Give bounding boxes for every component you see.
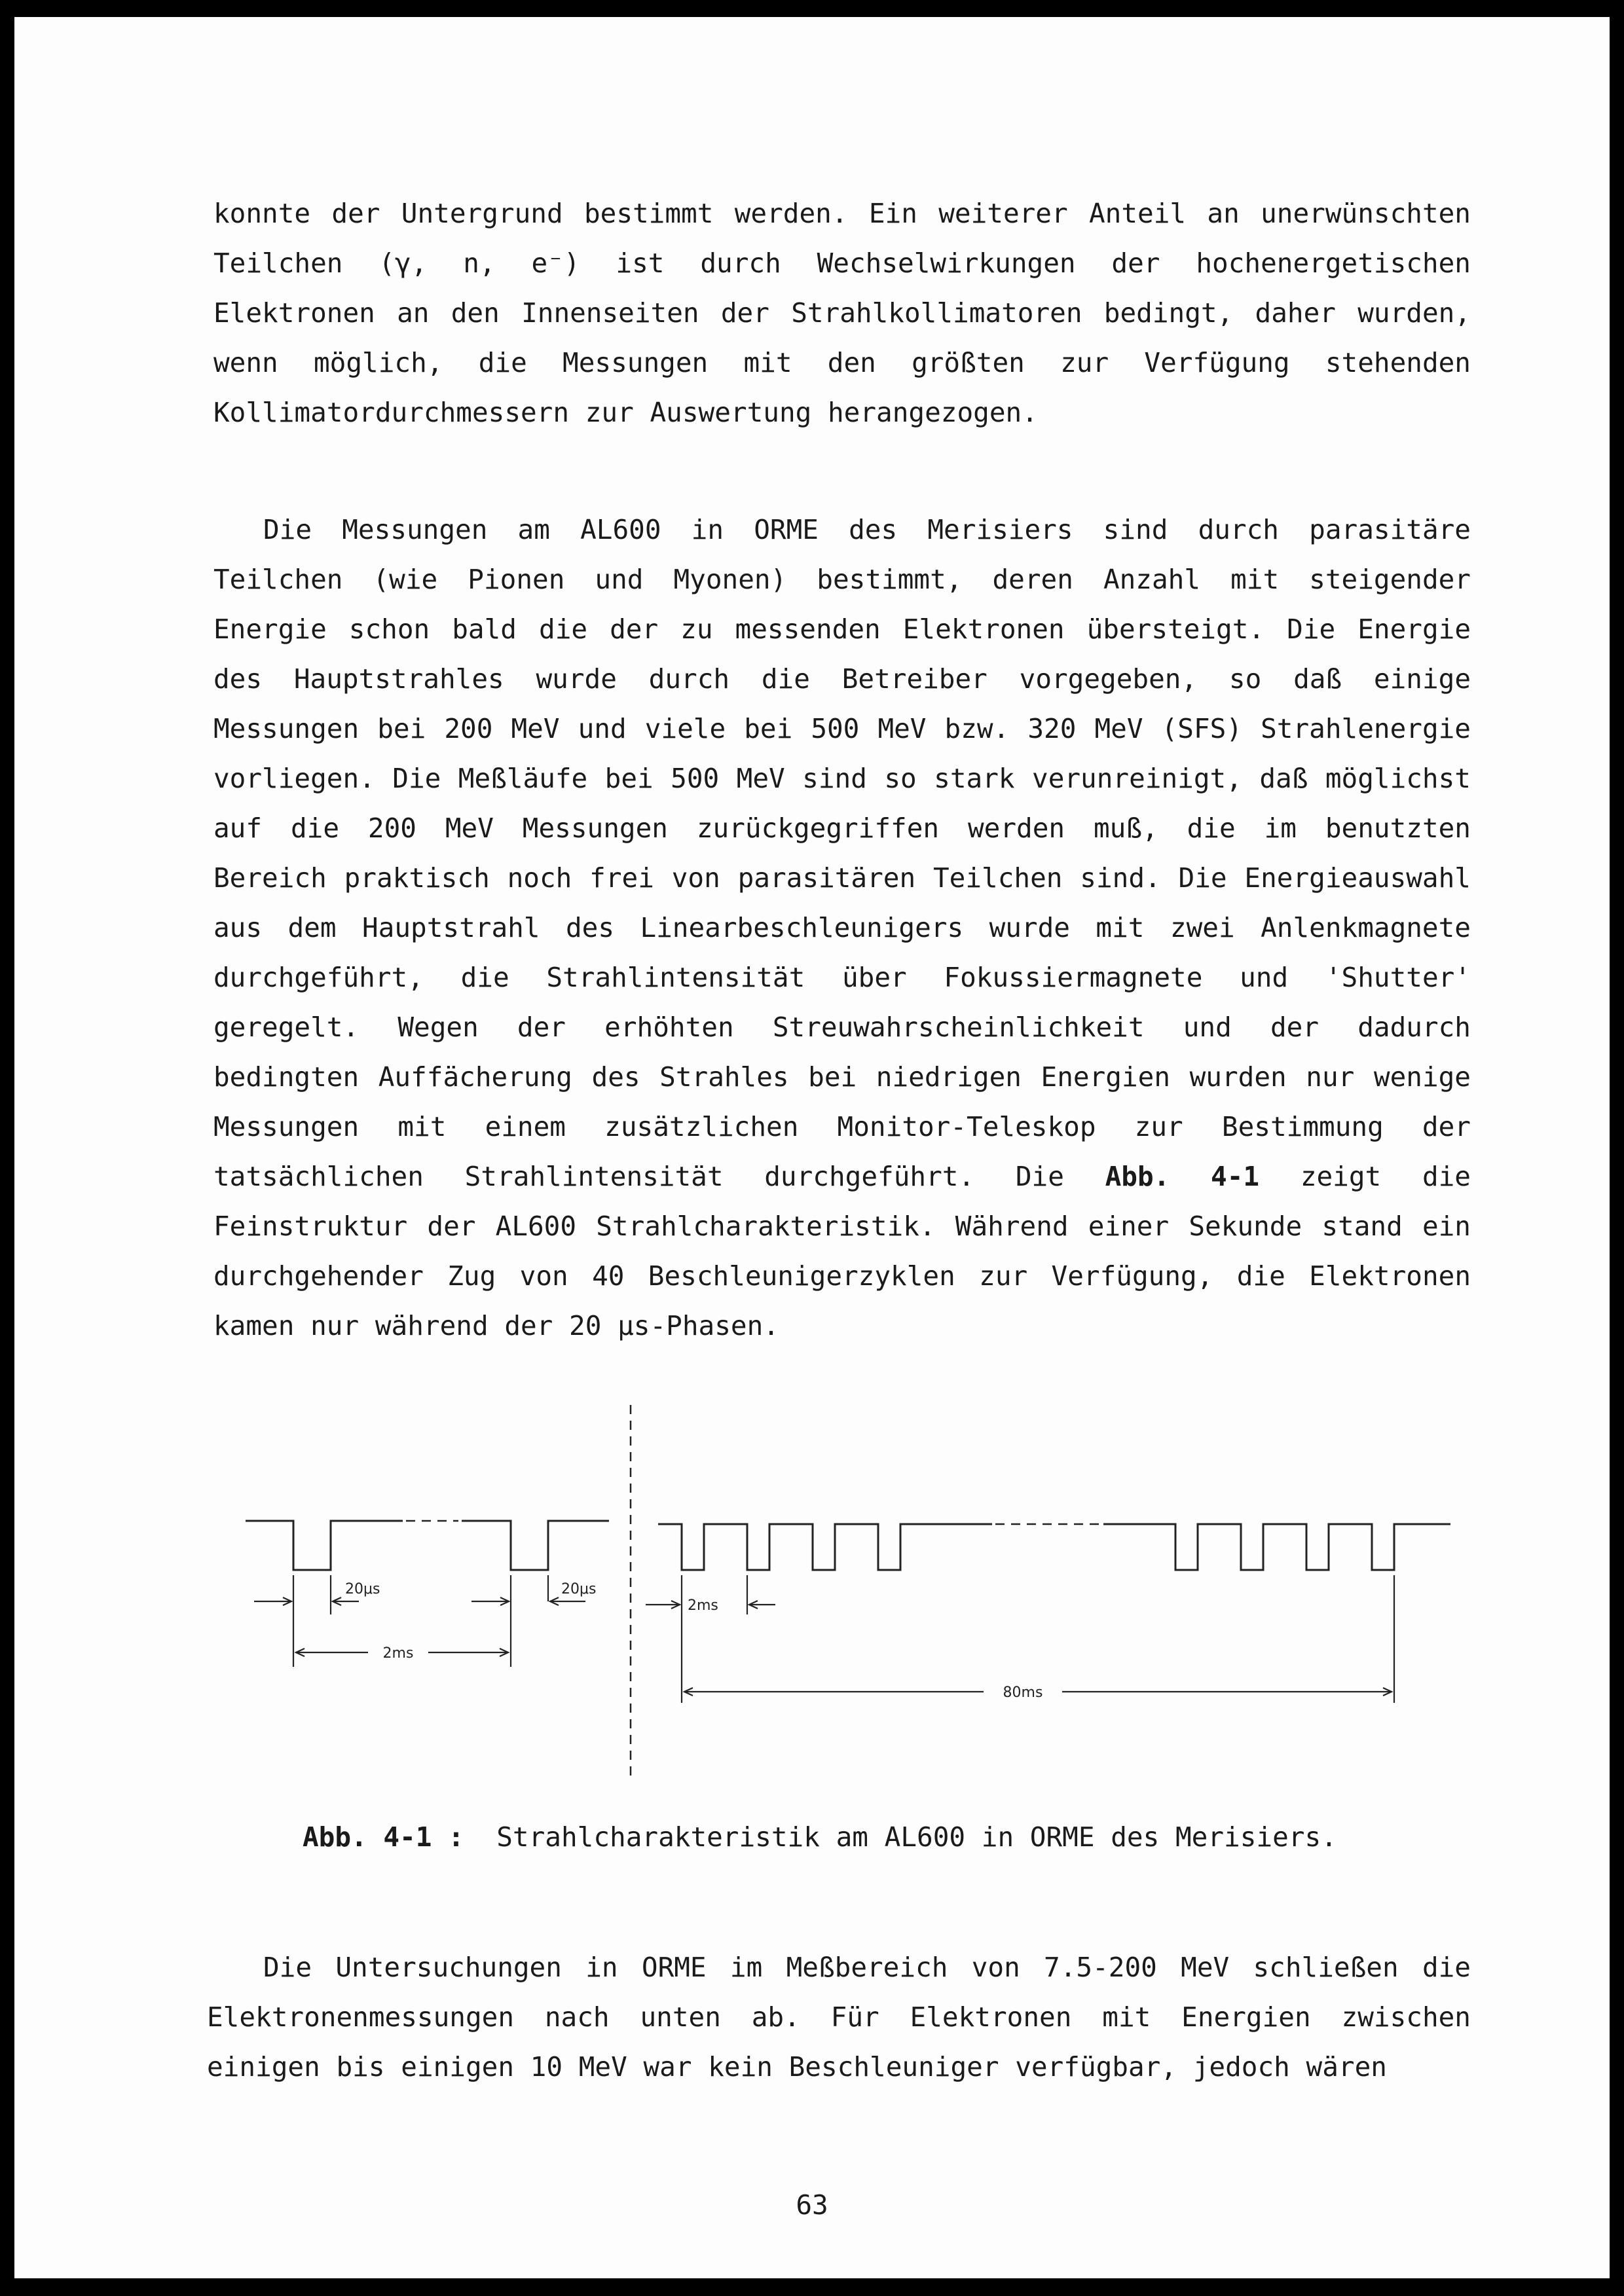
figure-caption [303,1812,1481,1862]
caption-label: Abb. 4-1 [303,1821,432,1853]
left-pulse-waveform-2 [462,1521,609,1570]
period-label: 2ms [382,1645,414,1662]
caption-separator: : [432,1821,464,1853]
paragraph-text: zeigt die Feinstruktur der AL600 Strahlcharakteristik. Während einer Sekunde stand ein durchgehender Zug von 40 Beschleunigerzyklen zur Verfügung, die Elektronen kamen nur während der 20 μs-Phasen. [213,1161,1471,1341]
pulse-width-label: 20μs [345,1581,380,1597]
document-page [14,17,1610,2278]
caption-text: Strahlcharakteristik am AL600 in ORME des Merisiers. [496,1821,1337,1853]
page-number: 63 [796,2189,828,2221]
left-pulse-waveform [246,1521,403,1570]
paragraph-al600-measurements [213,505,1471,1351]
paragraph-background: konnte der Untergrund bestimmt werden. Ein weiterer Anteil an unerwünschten Teilchen (γ, n, e⁻) ist durch Wechselwirkungen der hochenergetischen Elektronen an den Innenseiten der Strahlkollimatoren bedingt, daher wurden, wenn möglich, die Messungen mit den größten zur Verfügung stehenden Kollimatordurchmessern zur Auswertung herangezogen. [213,198,1471,428]
pulse-width-label: 20μs [561,1581,597,1597]
beam-timing-diagram [211,1389,1468,1795]
figure-reference: Abb. 4-1 [1105,1161,1260,1192]
period-label: 2ms [688,1597,718,1614]
paragraph-text: Die Messungen am AL600 in ORME des Merisiers sind durch parasitäre Teilchen (wie Pionen und Myonen) bestimmt, deren Anzahl mit steigender Energie schon bald die der zu messenden Elektronen übersteigt. Die Energie des Hauptstrahles wurde durch die Betreiber vorgegeben, so daß einige Messungen bei 200 MeV und viele bei 500 MeV bzw. 320 MeV (SFS) Strahlenergie vorliegen. Die Meßläufe bei 500 MeV sind so stark verunreinigt, daß möglichst auf die 200 MeV Messungen zurückgegriffen werden muß, die im benutzten Bereich praktisch noch frei von parasitären Teilchen sind. Die Energieauswahl aus dem Hauptstrahl des Linearbeschleunigers wurde mit zwei Anlenkmagnete durchgeführt, die Strahlintensität über Fokussiermagnete und 'Shutter' geregelt. Wegen der erhöhten Streuwahrscheinlichkeit und der dadurch bedingten Auffächerung des Strahles bei niedrigen Energien wurden nur wenige Messungen mit einem zusätzlichen Monitor-Teleskop zur Bestimmung der tatsächlichen Strahlintensität durchgeführt. Die [213,514,1471,1192]
beam-timing-svg [211,1389,1468,1795]
right-pulse-train-waveform [658,1524,992,1570]
paragraph-orme-measurements: Die Untersuchungen in ORME im Meßbereich von 7.5-200 MeV schließen die Elektronenmessungen nach unten ab. Für Elektronen mit Energien zwischen einigen bis einigen 10 MeV war kein Beschleuniger verfügbar, jedoch wären [207,1952,1471,2083]
train-label: 80ms [1003,1685,1043,1701]
right-pulse-train-waveform-2 [1103,1524,1450,1570]
